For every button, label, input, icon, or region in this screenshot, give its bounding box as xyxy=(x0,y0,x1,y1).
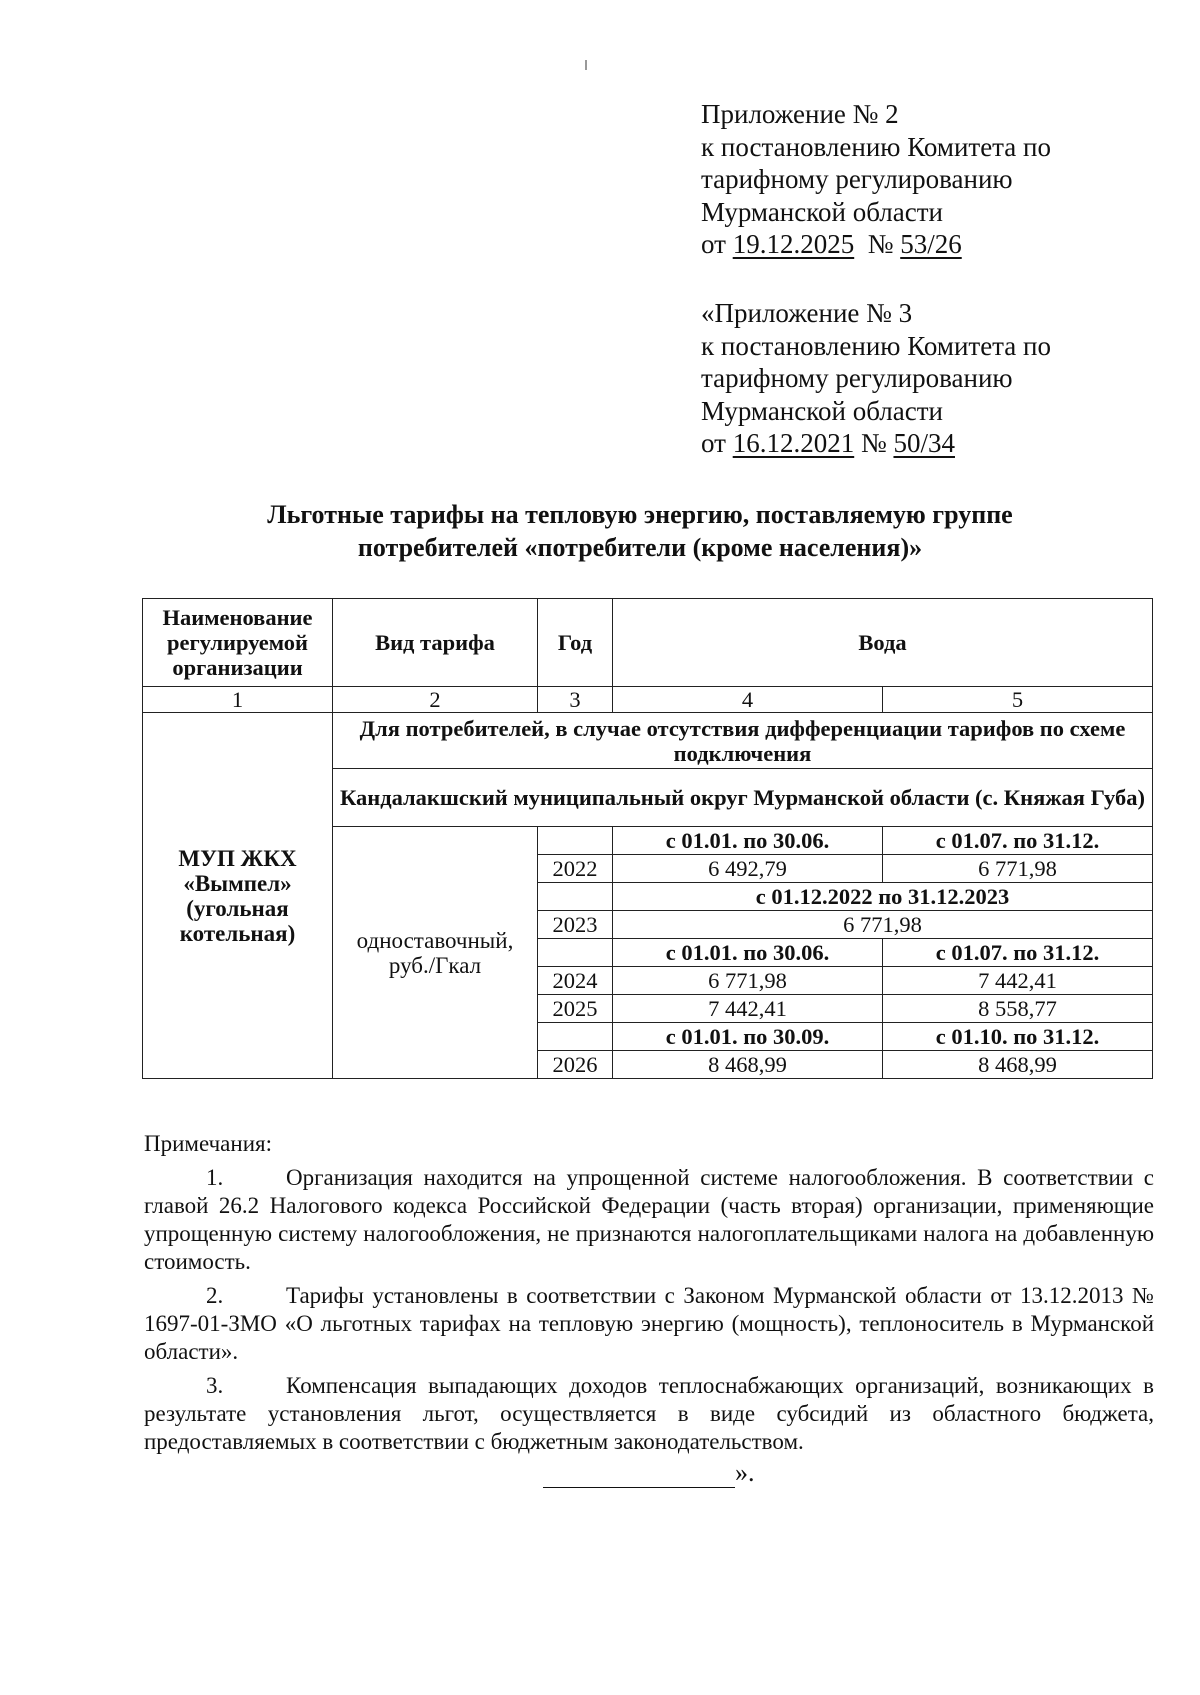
table-row xyxy=(143,713,1153,769)
closing-quote: ». xyxy=(735,1458,755,1487)
value-cell: 8 558,77 xyxy=(883,995,1153,1023)
year-cell: 2026 xyxy=(538,1051,613,1079)
table-header-row xyxy=(143,599,1153,687)
header-org: Наименование регулируемой организации xyxy=(143,599,333,687)
note-number: 2. xyxy=(206,1283,224,1308)
header-number: 50/34 xyxy=(893,428,955,458)
header-date: 16.12.2021 xyxy=(732,428,855,458)
appendix-header-3 xyxy=(701,297,1161,460)
col-number: 1 xyxy=(143,687,333,713)
section-cell: Для потребителей, в случае отсутствия дифференциации тарифов по схеме подключения xyxy=(333,713,1153,769)
year-cell: 2022 xyxy=(538,855,613,883)
year-cell-empty xyxy=(538,883,613,911)
value-cell: 6 771,98 xyxy=(883,855,1153,883)
period-cell: с 01.07. по 31.12. xyxy=(883,939,1153,967)
header-number: 53/26 xyxy=(900,229,962,259)
period-cell: с 01.01. по 30.06. xyxy=(613,827,883,855)
period-cell: с 01.01. по 30.06. xyxy=(613,939,883,967)
col-number: 2 xyxy=(333,687,538,713)
note-text: Компенсация выпадающих доходов теплоснабжающих организаций, возникающих в результате установления льгот, осуществляется в виде субсидий из областного бюджета, предоставляемых в соответствии с бюджетным законодательством. xyxy=(144,1373,1154,1454)
number-prefix: № xyxy=(854,428,894,458)
header-date-line xyxy=(701,427,1161,460)
header-line: к постановлению Комитета по xyxy=(701,330,1051,361)
period-cell: с 01.12.2022 по 31.12.2023 xyxy=(613,883,1153,911)
value-cell: 7 442,41 xyxy=(613,995,883,1023)
header-year: Год xyxy=(538,599,613,687)
value-cell: 6 771,98 xyxy=(613,967,883,995)
value-cell: 6 771,98 xyxy=(613,911,1153,939)
tariff-type-cell: одноставочный, руб./Гкал xyxy=(333,827,538,1079)
date-prefix: от xyxy=(701,229,733,259)
value-cell: 8 468,99 xyxy=(883,1051,1153,1079)
col-number: 3 xyxy=(538,687,613,713)
note-text: Тарифы установлены в соответствии с Законом Мурманской области от 13.12.2013 № 1697-01-ЗМО «О льготных тарифах на тепловую энергию (мощность), теплоноситель в Мурманской области». xyxy=(144,1283,1154,1364)
col-number: 5 xyxy=(883,687,1153,713)
col-number: 4 xyxy=(613,687,883,713)
note-text: Организация находится на упрощенной системе налогообложения. В соответствии с главой 26.2 Налогового кодекса Российской Федерации (часть вторая) организации, применяющие упрощенную систему налогообложения, не признаются налогоплательщиками налога на добавленную стоимость. xyxy=(144,1165,1154,1274)
note-3 xyxy=(144,1372,1154,1456)
header-line: тарифному регулированию xyxy=(701,363,1013,393)
note-1 xyxy=(144,1164,1154,1276)
date-prefix: от xyxy=(701,428,733,458)
year-cell-empty xyxy=(538,827,613,855)
column-numbers-row xyxy=(143,687,1153,713)
header-line: тарифному регулированию xyxy=(701,164,1013,194)
title-line: Льготные тарифы на тепловую энергию, поставляемую группе xyxy=(267,500,1013,529)
header-line: к постановлению Комитета по xyxy=(701,131,1051,162)
note-2 xyxy=(144,1282,1154,1366)
number-prefix: № xyxy=(854,229,901,259)
value-cell: 8 468,99 xyxy=(613,1051,883,1079)
closing-underline xyxy=(543,1465,735,1488)
header-line: Мурманской области xyxy=(701,196,943,227)
district-cell: Кандалакшский муниципальный округ Мурманской области (с. Княжая Губа) xyxy=(333,769,1153,827)
header-date-line xyxy=(701,228,1161,261)
notes-heading: Примечания: xyxy=(144,1131,272,1156)
note-number: 3. xyxy=(206,1373,224,1398)
period-cell: с 01.01. по 30.09. xyxy=(613,1023,883,1051)
value-cell: 6 492,79 xyxy=(613,855,883,883)
tariff-table xyxy=(142,598,1153,1079)
header-date: 19.12.2025 xyxy=(732,229,855,259)
closing-mark xyxy=(543,1458,755,1488)
year-cell: 2024 xyxy=(538,967,613,995)
header-water: Вода xyxy=(613,599,1153,687)
document-title xyxy=(140,498,1140,564)
period-cell: с 01.10. по 31.12. xyxy=(883,1023,1153,1051)
year-cell: 2025 xyxy=(538,995,613,1023)
notes-section xyxy=(144,1130,1154,1456)
organization-cell: МУП ЖКХ «Вымпел» (угольная котельная) xyxy=(143,713,333,1079)
header-tariff-type: Вид тарифа xyxy=(333,599,538,687)
period-cell: с 01.07. по 31.12. xyxy=(883,827,1153,855)
note-number: 1. xyxy=(206,1165,224,1190)
scan-speck xyxy=(585,60,587,70)
header-line: Мурманской области xyxy=(701,395,943,426)
year-cell-empty xyxy=(538,1023,613,1051)
year-cell-empty xyxy=(538,939,613,967)
year-cell: 2023 xyxy=(538,911,613,939)
header-line: Приложение № 2 xyxy=(701,99,899,129)
header-line: «Приложение № 3 xyxy=(701,298,913,328)
value-cell: 7 442,41 xyxy=(883,967,1153,995)
appendix-header-2 xyxy=(701,98,1161,261)
title-line: потребителей «потребители (кроме населения)» xyxy=(357,533,923,562)
